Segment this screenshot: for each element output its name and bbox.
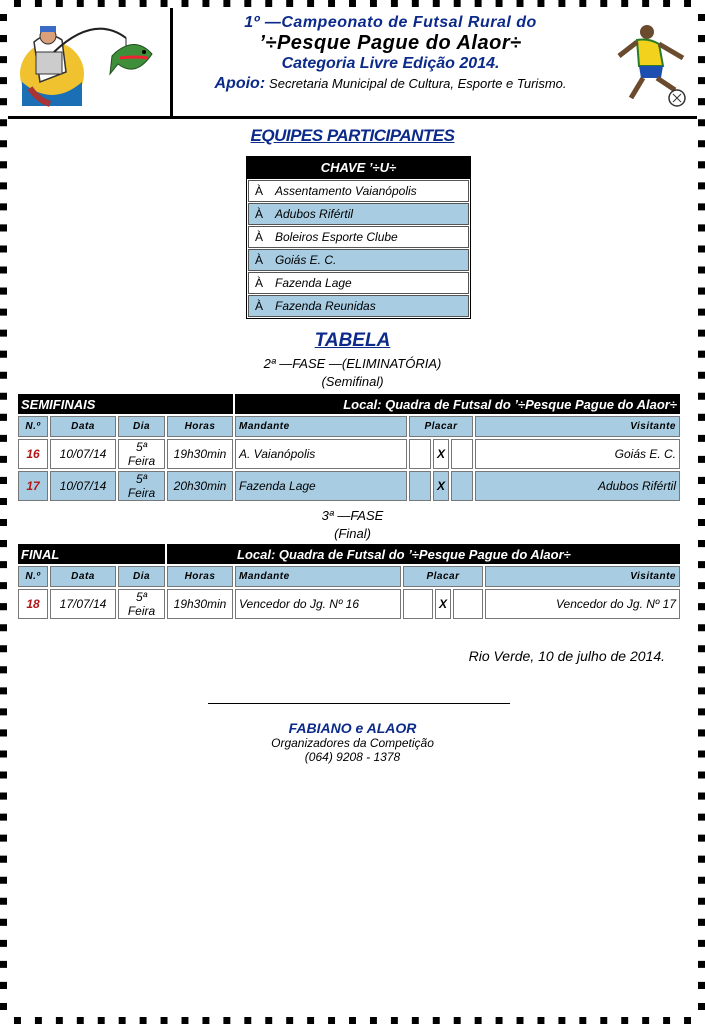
game-home: Fazenda Lage (235, 471, 407, 501)
game-away: Vencedor do Jg. Nº 17 (485, 589, 680, 619)
game-time: 19h30min (167, 589, 233, 619)
game-number: 18 (18, 589, 48, 619)
game-time: 20h30min (167, 471, 233, 501)
team-row (248, 226, 469, 248)
organizer-role: Organizadores da Competição (271, 736, 434, 750)
team-name: Boleiros Esporte Clube (275, 230, 398, 244)
col-horas: Horas (167, 416, 233, 437)
chave-table (246, 156, 471, 319)
col-dia: Dia (118, 566, 165, 587)
semifinais-label: SEMIFINAIS (18, 394, 233, 414)
team-name: Fazenda Lage (275, 276, 352, 290)
score-away (453, 589, 483, 619)
col-data: Data (50, 566, 116, 587)
team-name: Fazenda Reunidas (275, 299, 376, 313)
col-data: Data (50, 416, 116, 437)
tabela-title: TABELA (314, 330, 391, 351)
fisherman-fish-logo (14, 12, 169, 112)
final-bar (18, 544, 680, 564)
bullet-icon: À (255, 207, 264, 221)
organizers (8, 720, 697, 764)
organizer-names: FABIANO e ALAOR (288, 720, 417, 736)
header-line-3: Categoria Livre Edição 2014. (281, 55, 500, 72)
page (8, 8, 697, 1016)
bullet-icon: À (255, 184, 264, 198)
fase3-sub: (Final) (334, 526, 371, 541)
col-num: N.º (18, 566, 48, 587)
team-row (248, 203, 469, 225)
team-row (248, 180, 469, 202)
table-row (18, 589, 680, 619)
game-day: 5ª Feira (118, 439, 165, 469)
header-text (176, 14, 605, 93)
fase2-sub: (Semifinal) (321, 374, 384, 389)
team-name: Assentamento Vaianópolis (275, 184, 417, 198)
score-home (409, 439, 431, 469)
versus-mark: X (435, 589, 451, 619)
col-placar: Placar (403, 566, 483, 587)
game-number: 16 (18, 439, 48, 469)
col-dia: Dia (118, 416, 165, 437)
game-time: 19h30min (167, 439, 233, 469)
header-line-1: 1º —Campeonato de Futsal Rural do (244, 14, 537, 31)
col-mandante: Mandante (235, 566, 401, 587)
score-home (409, 471, 431, 501)
col-num: N.º (18, 416, 48, 437)
bullet-icon: À (255, 230, 264, 244)
score-home (403, 589, 433, 619)
header-apoio (176, 75, 605, 93)
semifinais-bar (18, 394, 680, 414)
team-row (248, 295, 469, 317)
final-local: Local: Quadra de Futsal do ’÷Pesque Pague do Alaor÷ (167, 544, 680, 564)
col-horas: Horas (167, 566, 233, 587)
versus-mark: X (433, 439, 449, 469)
score-away (451, 471, 473, 501)
apoio-label: Apoio: (214, 75, 266, 92)
column-headers (18, 566, 680, 587)
col-placar: Placar (409, 416, 473, 437)
equipes-title: EQUIPES PARTICIPANTES (250, 126, 455, 145)
game-away: Adubos Rifértil (475, 471, 680, 501)
futsal-player-icon (603, 18, 693, 108)
semifinais-local: Local: Quadra de Futsal do ’÷Pesque Pague do Alaor÷ (235, 394, 680, 414)
semifinais-table (16, 392, 682, 503)
game-date: 10/07/14 (50, 471, 116, 501)
final-label: FINAL (18, 544, 165, 564)
game-home: Vencedor do Jg. Nº 16 (235, 589, 401, 619)
team-row (248, 272, 469, 294)
bullet-icon: À (255, 299, 264, 313)
game-date: 10/07/14 (50, 439, 116, 469)
col-visitante: Visitante (475, 416, 680, 437)
col-mandante: Mandante (235, 416, 407, 437)
bullet-icon: À (255, 276, 264, 290)
game-number: 17 (18, 471, 48, 501)
col-visitante: Visitante (485, 566, 680, 587)
fase3-label: 3ª —FASE (321, 508, 384, 523)
final-table (16, 542, 682, 621)
game-home: A. Vaianópolis (235, 439, 407, 469)
column-headers (18, 416, 680, 437)
header (8, 8, 697, 119)
versus-mark: X (433, 471, 449, 501)
game-day: 5ª Feira (118, 471, 165, 501)
date-line: Rio Verde, 10 de julho de 2014. (468, 648, 665, 664)
table-row (18, 439, 680, 469)
header-divider (170, 8, 173, 116)
score-away (451, 439, 473, 469)
game-day: 5ª Feira (118, 589, 165, 619)
team-row (248, 249, 469, 271)
bullet-icon: À (255, 253, 264, 267)
table-row (18, 471, 680, 501)
fase2-label: 2ª —FASE —(ELIMINATÓRIA) (263, 356, 442, 371)
apoio-text: Secretaria Municipal de Cultura, Esporte e Turismo. (269, 76, 567, 91)
team-name: Goiás E. C. (275, 253, 337, 267)
chave-title: CHAVE ’÷U÷ (247, 157, 470, 179)
signature-line (208, 703, 510, 704)
team-name: Adubos Rifértil (275, 207, 354, 221)
game-away: Goiás E. C. (475, 439, 680, 469)
organizer-phone: (064) 9208 - 1378 (304, 750, 401, 764)
game-date: 17/07/14 (50, 589, 116, 619)
header-line-2: ’÷Pesque Pague do Alaor÷ (259, 32, 522, 54)
